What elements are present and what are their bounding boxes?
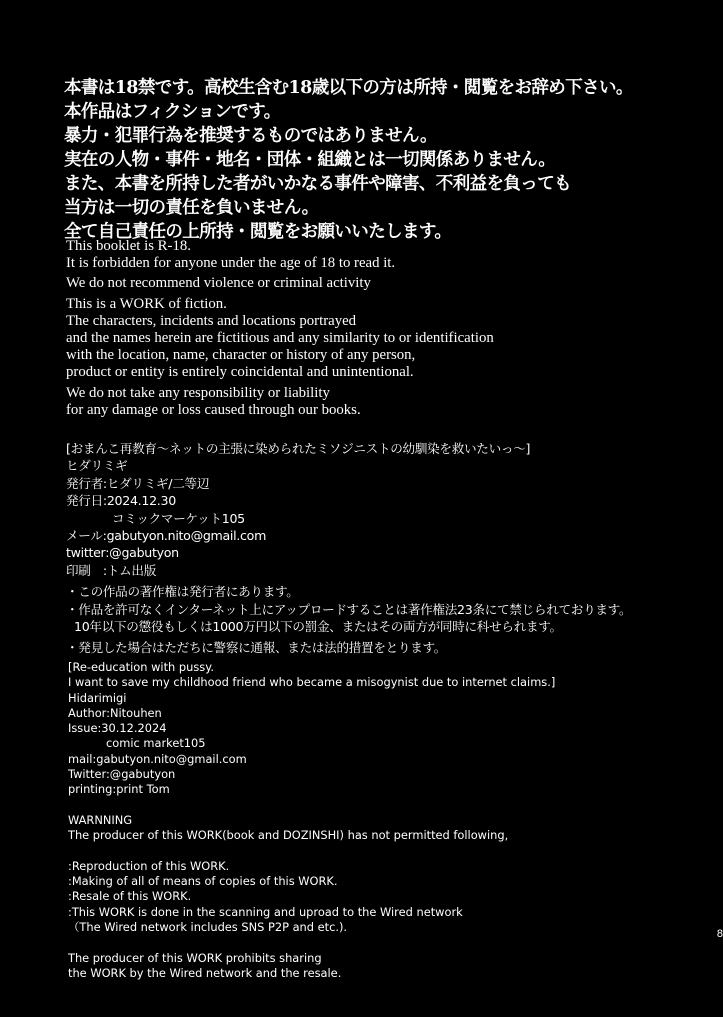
event-jp: コミックマーケット105 xyxy=(112,510,245,526)
issue-date-jp: 発行日:2024.12.30 xyxy=(66,493,176,509)
book-title-en-line2: I want to save my childhood friend who became a misogynist due to internet claims.] xyxy=(68,675,556,690)
en-warning-line: This booklet is R-18. xyxy=(66,238,191,254)
mail-en: mail:gabutyon.nito@gmail.com xyxy=(68,751,247,766)
closing-line: The producer of this WORK prohibits sharing xyxy=(68,950,322,965)
en-warning-line: and the names herein are fictitious and any similarity to or identification xyxy=(66,330,494,347)
printing-en: printing:print Tom xyxy=(68,782,170,797)
warning-heading: WARNNING xyxy=(68,812,133,827)
jp-warning-line: 本作品はフィクションです。 xyxy=(64,102,281,122)
circle-name-en: Hidarimigi xyxy=(68,690,127,705)
en-warning-block xyxy=(66,238,706,419)
book-title-en-line1: [Re-education with pussy. xyxy=(68,660,214,674)
publisher-jp: 発行者:ヒダリミギ/二等辺 xyxy=(66,475,210,491)
book-title-jp: [おまんこ再教育〜ネットの主張に染められたミソジニストの幼馴染を救いたいっ〜] xyxy=(66,441,531,456)
en-warning-line: for any damage or loss caused through our books. xyxy=(66,401,361,418)
jp-warning-line: 暴力・犯罪行為を推奨するものではありません。 xyxy=(64,126,437,146)
jp-warning-line: 実在の人物・事件・地名・団体・組織とは一切関係ありません。 xyxy=(64,150,556,170)
en-warning-line: This is a WORK of fiction. xyxy=(66,295,227,312)
en-warning-line: We do not recommend violence or criminal activity xyxy=(66,275,371,292)
report-note-jp: ・発見した場合はただちに警察に通報、または法的措置をとります。 xyxy=(66,640,447,656)
mail-jp: メール:gabutyon.nito@gmail.com xyxy=(66,528,267,544)
jp-warning-block xyxy=(64,76,714,244)
en-warning-line: It is forbidden for anyone under the age of 18 to read it. xyxy=(66,255,396,272)
jp-warning-line: 当方は一切の責任を負いません。 xyxy=(64,198,319,218)
en-warning-line: The characters, incidents and locations portrayed xyxy=(66,312,357,329)
en-warning-line: We do not take any responsibility or liability xyxy=(66,384,330,401)
colophon-jp-block xyxy=(66,440,716,657)
prohibited-item: :Making of all of means of copies of this WORK. xyxy=(68,874,338,889)
event-en: comic market105 xyxy=(106,736,206,751)
upload-prohibition-note-jp: ・作品を許可なくインターネット上にアップロードすることは著作権法23条にて禁じられております。 xyxy=(66,601,632,617)
printing-jp: 印刷 :トム出版 xyxy=(66,562,156,578)
twitter-en: Twitter:@gabutyon xyxy=(68,767,176,782)
twitter-jp: twitter:@gabutyon xyxy=(66,545,179,561)
circle-name-jp: ヒダリミギ xyxy=(66,458,128,474)
closing-line: the WORK by the Wired network and the resale. xyxy=(68,965,342,980)
warning-intro: The producer of this WORK(book and DOZINSHI) has not permitted following, xyxy=(68,828,509,843)
page-number: 8 xyxy=(716,928,723,940)
prohibited-item: （The Wired network includes SNS P2P and etc.). xyxy=(68,920,348,935)
copyright-note-jp: ・この作品の著作権は発行者にあります。 xyxy=(66,584,299,600)
en-warning-line: product or entity is entirely coincidental and unintentional. xyxy=(66,364,414,381)
jp-warning-line: 本書は18禁です。高校生含む18歳以下の方は所持・閲覧をお辞め下さい。 xyxy=(64,78,633,98)
prohibited-item: :Resale of this WORK. xyxy=(68,889,192,904)
jp-warning-line: また、本書を所持した者がいかなる事件や障害、不利益を負っても xyxy=(64,174,571,194)
colophon-en-block xyxy=(68,660,708,981)
en-warning-line: with the location, name, character or history of any person, xyxy=(66,347,416,364)
prohibited-item: :This WORK is done in the scanning and uproad to the Wired network xyxy=(68,904,463,919)
prohibited-item: :Reproduction of this WORK. xyxy=(68,858,230,873)
jp-warning-line: 全て自己責任の上所持・閲覧をお願いいたします。 xyxy=(64,222,452,242)
issue-en: Issue:30.12.2024 xyxy=(68,721,167,736)
author-en: Author:Nitouhen xyxy=(68,705,162,720)
penalty-note-jp: 10年以下の懲役もしくは1000万円以下の罰金、またはその両方が同時に科せられます。 xyxy=(74,619,562,635)
